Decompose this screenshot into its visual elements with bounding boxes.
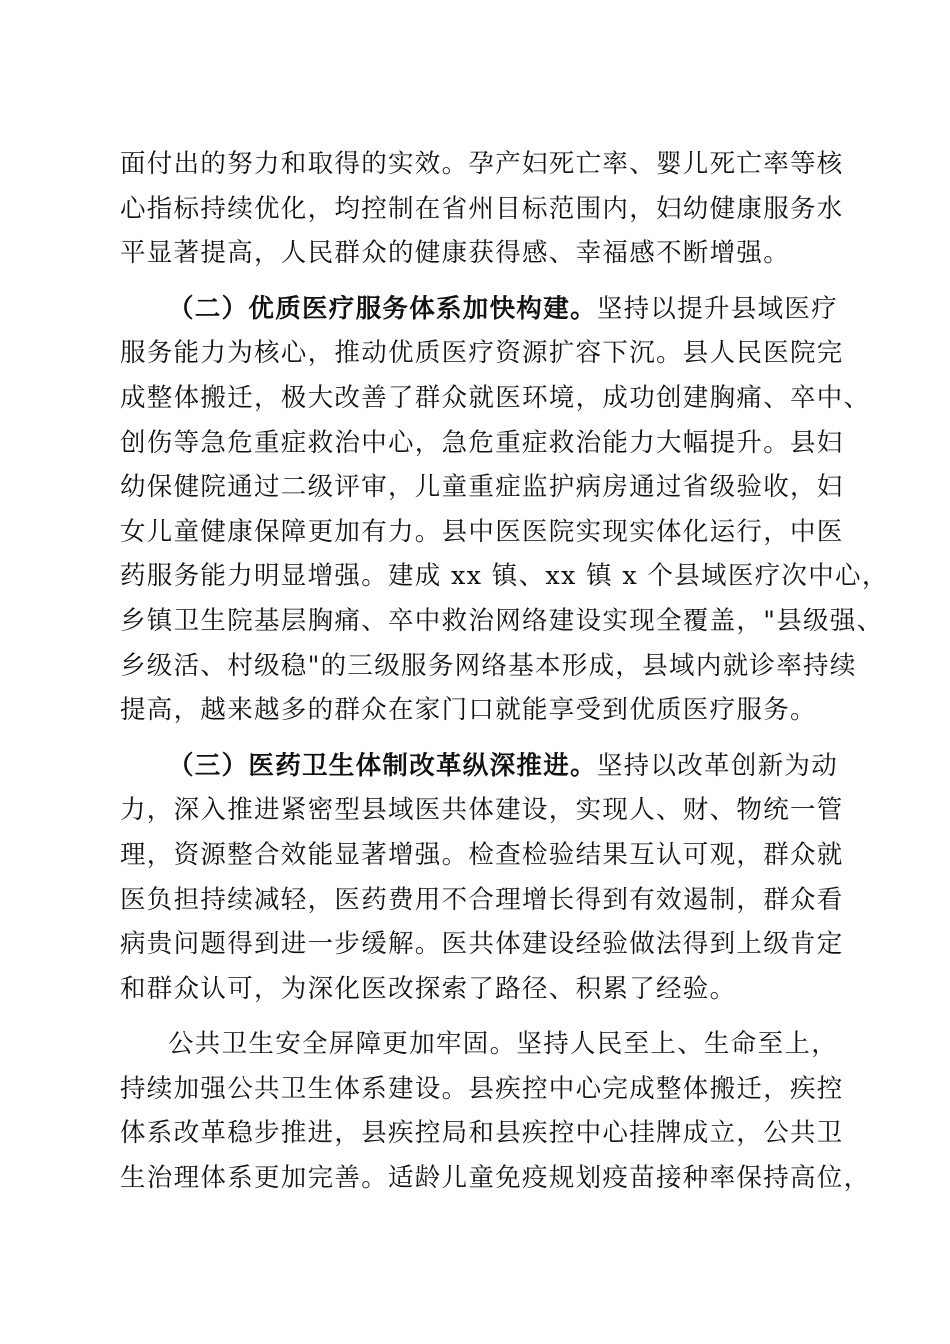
paragraph-line: 生治理体系更加完善。适龄儿童免疫规划疫苗接种率保持高位， bbox=[120, 1163, 871, 1194]
paragraph-line: 医负担持续减轻，医药费用不合理增长得到有效遏制，群众看 bbox=[120, 884, 844, 915]
paragraph-line: 公共卫生安全屏障更加牢固。坚持人民至上、生命至上， bbox=[168, 1029, 839, 1060]
paragraph-line: 理，资源整合效能显著增强。检查检验结果互认可观，群众就 bbox=[120, 839, 844, 870]
paragraph-line: 药服务能力明显增强。建成 xx 镇、xx 镇 x 个县域医疗次中心， bbox=[120, 561, 889, 592]
paragraph-line: 平显著提高，人民群众的健康获得感、幸福感不断增强。 bbox=[120, 238, 791, 269]
paragraph-line: 体系改革稳步推进，县疾控局和县疾控中心挂牌成立，公共卫 bbox=[120, 1118, 844, 1149]
paragraph-line: 病贵问题得到进一步缓解。医共体建设经验做法得到上级肯定 bbox=[120, 929, 844, 960]
paragraph-line: 提高，越来越多的群众在家门口就能享受到优质医疗服务。 bbox=[120, 695, 817, 726]
section-3-heading: （三）医药卫生体制改革纵深推进。 bbox=[168, 750, 597, 781]
paragraph-line: 力，深入推进紧密型县域医共体建设，实现人、财、物统一管 bbox=[120, 795, 844, 826]
section-2-lead: 坚持以提升县域医疗 bbox=[596, 293, 839, 324]
paragraph-line: 女儿童健康保障更加有力。县中医医院实现实体化运行，中医 bbox=[120, 516, 844, 547]
paragraph-line: 创伤等急危重症救治中心，急危重症救治能力大幅提升。县妇 bbox=[120, 427, 844, 458]
paragraph-line: 持续加强公共卫生体系建设。县疾控中心完成整体搬迁，疾控 bbox=[120, 1073, 844, 1104]
paragraph-line: 面付出的努力和取得的实效。孕产妇死亡率、婴儿死亡率等核 bbox=[120, 149, 844, 179]
paragraph-line: 乡级活、村级稳"的三级服务网络基本形成，县域内就诊率持续 bbox=[120, 650, 857, 681]
paragraph-line: 服务能力为核心，推动优质医疗资源扩容下沉。县人民医院完 bbox=[120, 338, 844, 369]
section-2-heading: （二）优质医疗服务体系加快构建。 bbox=[168, 293, 597, 324]
paragraph-line: 乡镇卫生院基层胸痛、卒中救治网络建设实现全覆盖，"县级强、 bbox=[120, 605, 884, 636]
section-3-lead: 坚持以改革创新为动 bbox=[596, 750, 839, 781]
paragraph-line: 成整体搬迁，极大改善了群众就医环境，成功创建胸痛、卒中、 bbox=[120, 382, 871, 413]
body-text bbox=[120, 142, 889, 1201]
paragraph-line: 心指标持续优化，均控制在省州目标范围内，妇幼健康服务水 bbox=[120, 193, 844, 224]
section-2-first-line bbox=[120, 287, 839, 332]
paragraph-line: 和群众认可，为深化医改探索了路径、积累了经验。 bbox=[120, 973, 737, 1004]
paragraph-line: 幼保健院通过二级评审，儿童重症监护病房通过省级验收，妇 bbox=[120, 472, 844, 503]
section-3-first-line bbox=[120, 744, 839, 789]
